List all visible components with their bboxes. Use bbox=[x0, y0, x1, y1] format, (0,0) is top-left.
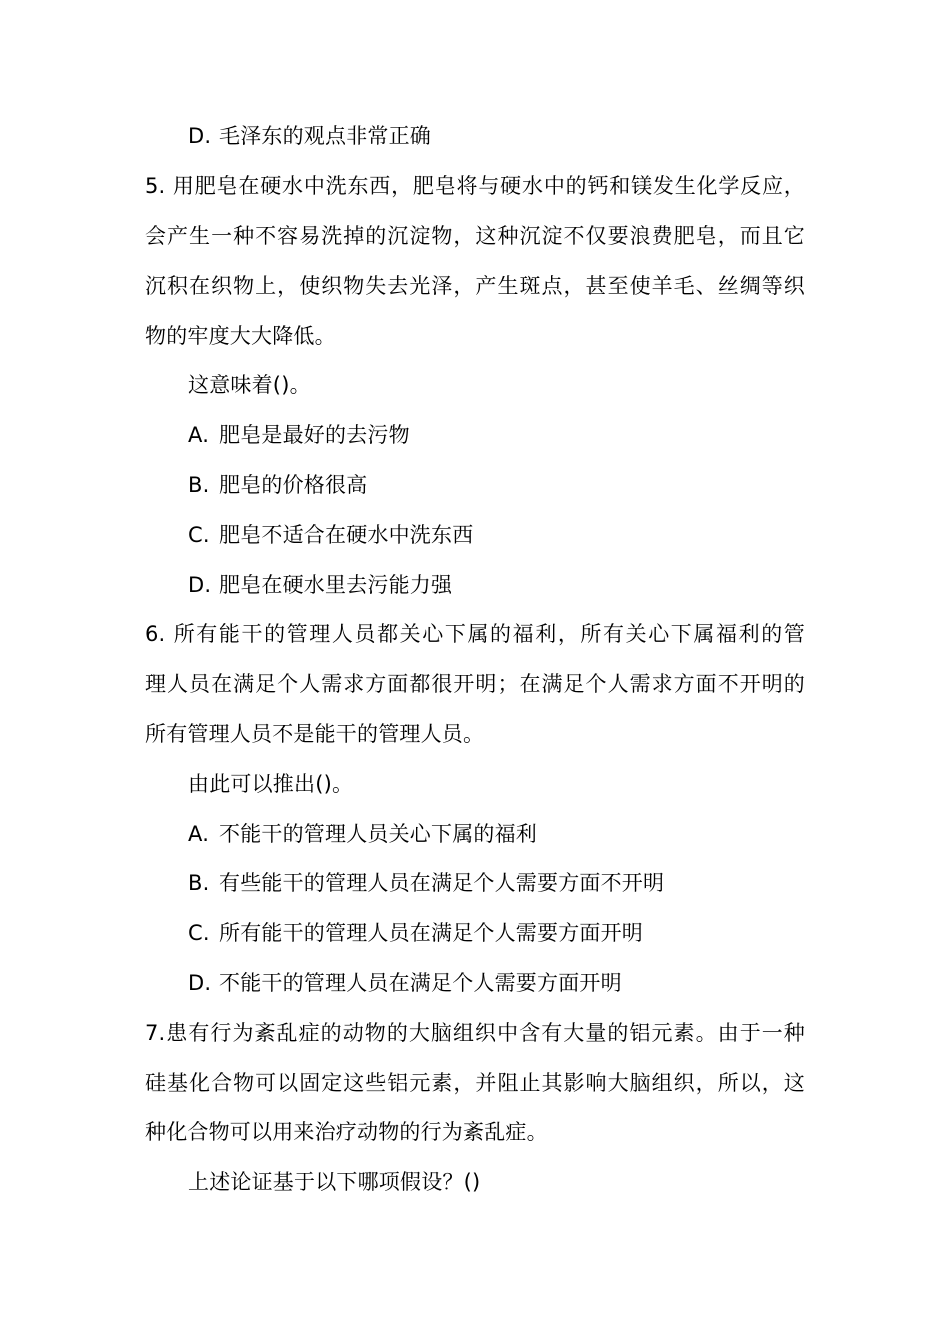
q5-text-line-4: 物的牢度大大降低。 bbox=[145, 324, 336, 348]
option-letter: B. bbox=[188, 473, 210, 497]
option-text: 所有能干的管理人员在满足个人需要方面开明 bbox=[219, 921, 643, 945]
q7-stem: 上述论证基于以下哪项假设？() bbox=[188, 1170, 481, 1194]
option-letter: D. bbox=[188, 971, 212, 995]
option-letter: A. bbox=[188, 423, 210, 447]
option-letter: B. bbox=[188, 871, 210, 895]
option-letter: D. bbox=[188, 573, 212, 597]
option-text: 肥皂是最好的去污物 bbox=[219, 423, 410, 447]
option-text: 毛泽东的观点非常正确 bbox=[219, 124, 431, 148]
option-text: 肥皂不适合在硬水中洗东西 bbox=[219, 523, 474, 547]
q5-option-d bbox=[188, 570, 452, 600]
option-letter: C. bbox=[188, 523, 210, 547]
option-text: 不能干的管理人员关心下属的福利 bbox=[219, 822, 537, 846]
q6-option-d bbox=[188, 968, 622, 998]
q6-option-c bbox=[188, 918, 643, 948]
q5-text-line-2: 会产生一种不容易洗掉的沉淀物，这种沉淀不仅要浪费肥皂，而且它 bbox=[145, 224, 805, 248]
q5-text-line-3: 沉积在织物上，使织物失去光泽，产生斑点，甚至使羊毛、丝绸等织 bbox=[145, 274, 805, 298]
q5-option-c bbox=[188, 520, 473, 550]
q4-option-d bbox=[188, 121, 431, 151]
q7-text-line-2: 硅基化合物可以固定这些铝元素，并阻止其影响大脑组织，所以，这 bbox=[145, 1071, 805, 1095]
q6-text-line-3: 所有管理人员不是能干的管理人员。 bbox=[145, 722, 485, 746]
q5-text-line-1: 5. 用肥皂在硬水中洗东西，肥皂将与硬水中的钙和镁发生化学反应， bbox=[145, 174, 805, 198]
q6-option-b bbox=[188, 868, 664, 898]
option-letter: D. bbox=[188, 124, 212, 148]
q6-text-line-1: 6. 所有能干的管理人员都关心下属的福利，所有关心下属福利的管 bbox=[145, 622, 805, 646]
option-text: 肥皂的价格很高 bbox=[219, 473, 368, 497]
q5-option-a bbox=[188, 420, 410, 450]
option-text: 有些能干的管理人员在满足个人需要方面不开明 bbox=[219, 871, 665, 895]
q6-text-line-2: 理人员在满足个人需求方面都很开明；在满足个人需求方面不开明的 bbox=[145, 672, 805, 696]
q6-stem: 由此可以推出()。 bbox=[188, 772, 354, 796]
option-letter: A. bbox=[188, 822, 210, 846]
q5-option-b bbox=[188, 470, 367, 500]
q5-stem: 这意味着()。 bbox=[188, 373, 311, 397]
q7-text-line-1: 7.患有行为紊乱症的动物的大脑组织中含有大量的铝元素。由于一种 bbox=[145, 1021, 805, 1045]
option-text: 不能干的管理人员在满足个人需要方面开明 bbox=[219, 971, 622, 995]
option-letter: C. bbox=[188, 921, 210, 945]
q6-option-a bbox=[188, 819, 537, 849]
q7-text-line-3: 种化合物可以用来治疗动物的行为紊乱症。 bbox=[145, 1120, 548, 1144]
option-text: 肥皂在硬水里去污能力强 bbox=[219, 573, 453, 597]
